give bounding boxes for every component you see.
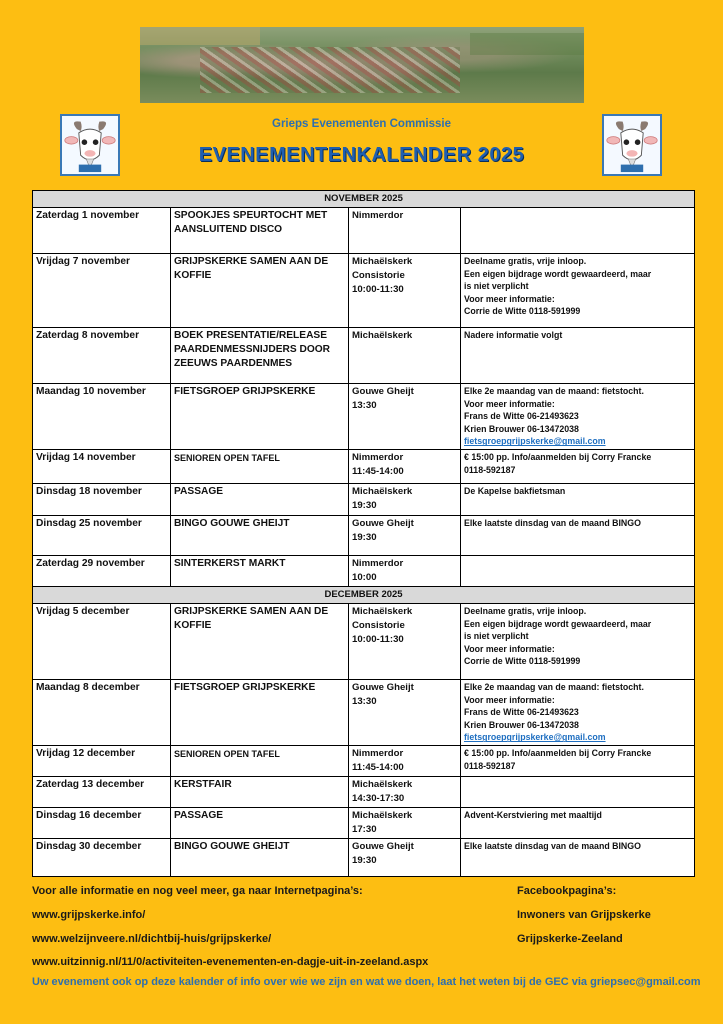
facebook-page-link[interactable]: Grijpskerke-Zeeland <box>517 933 623 945</box>
location-line: Nimmerdor <box>352 451 404 463</box>
event-location <box>349 208 461 254</box>
event-name: KERSTFAIR <box>171 776 349 807</box>
event-location <box>349 838 461 876</box>
event-name: SPOOKJES SPEURTOCHT MET AANSLUITEND DISCO <box>171 208 349 254</box>
footer-note-text: Uw evenement ook op deze kalender of info over wie we zijn en wat we doen, laat het weten bij de GEC via <box>32 976 588 988</box>
month-header: DECEMBER 2025 <box>33 586 695 603</box>
event-row <box>33 555 695 586</box>
location-line: Michaëlskerk <box>352 330 413 341</box>
location-line: 14:30-17:30 <box>352 792 405 804</box>
info-line: Elke 2e maandag van de maand: fietstocht. <box>464 681 644 692</box>
event-name: FIETSGROEP GRIJPSKERKE <box>171 679 349 745</box>
page-title: EVENEMENTENKALENDER 2025 <box>198 144 525 166</box>
location-line: Michaëlskerk <box>352 256 413 267</box>
footer-link[interactable]: www.welzijnveere.nl/dichtbij-huis/grijpskerke/ <box>32 933 272 945</box>
location-line: Gouwe Gheijt <box>352 386 414 397</box>
event-name: BOEK PRESENTATIE/RELEASE PAARDENMESSNIJDERS DOOR ZEEUWS PAARDENMES <box>171 328 349 384</box>
event-name: GRIJPSKERKE SAMEN AAN DE KOFFIE <box>171 254 349 328</box>
email-link[interactable]: fietsgroepgrijpskerke@gmail.com <box>464 732 606 743</box>
info-line: Advent-Kerstviering met maaltijd <box>464 809 602 820</box>
info-line: Voor meer informatie: <box>464 398 555 409</box>
location-line: Consistorie <box>352 270 405 281</box>
info-line: is niet verplicht <box>464 281 529 292</box>
event-location <box>349 679 461 745</box>
info-line: 0118-592187 <box>464 760 516 771</box>
location-line: 10:00-11:30 <box>352 633 404 645</box>
event-date: Zaterdag 29 november <box>33 555 171 586</box>
event-date: Maandag 8 december <box>33 679 171 745</box>
event-name: SINTERKERST MARKT <box>171 555 349 586</box>
info-line: is niet verplicht <box>464 631 529 642</box>
month-header: NOVEMBER 2025 <box>33 191 695 208</box>
event-row <box>33 679 695 745</box>
event-date: Vrijdag 5 december <box>33 603 171 679</box>
event-date: Dinsdag 18 november <box>33 483 171 515</box>
location-line: 19:30 <box>352 854 377 866</box>
event-info <box>461 807 695 838</box>
info-line: Nadere informatie volgt <box>464 330 563 340</box>
event-location <box>349 384 461 450</box>
event-location <box>349 483 461 515</box>
event-row <box>33 807 695 838</box>
event-name: BINGO GOUWE GHEIJT <box>171 515 349 555</box>
event-location <box>349 603 461 679</box>
footer-link[interactable]: www.grijpskerke.info/ <box>32 909 146 921</box>
location-line: 11:45-14:00 <box>352 761 404 773</box>
event-row <box>33 208 695 254</box>
location-line: Michaëlskerk <box>352 778 413 790</box>
event-name: BINGO GOUWE GHEIJT <box>171 838 349 876</box>
info-line: € 15:00 pp. Info/aanmelden bij Corry Francke <box>464 747 652 758</box>
location-line: 17:30 <box>352 823 377 835</box>
footer-note <box>32 976 700 988</box>
event-location <box>349 449 461 483</box>
info-line: Krien Brouwer 06-13472038 <box>464 719 579 730</box>
event-row <box>33 776 695 807</box>
event-name: FIETSGROEP GRIJPSKERKE <box>171 384 349 450</box>
info-line: Deelname gratis, vrije inloop. <box>464 605 587 616</box>
location-line: Gouwe Gheijt <box>352 517 414 529</box>
event-date: Dinsdag 25 november <box>33 515 171 555</box>
event-date: Dinsdag 16 december <box>33 807 171 838</box>
info-line: Corrie de Witte 0118-591999 <box>464 656 581 667</box>
info-line: 0118-592187 <box>464 464 516 475</box>
location-line: 10:00-11:30 <box>352 284 404 295</box>
event-date: Maandag 10 november <box>33 384 171 450</box>
event-location <box>349 555 461 586</box>
event-name: GRIJPSKERKE SAMEN AAN DE KOFFIE <box>171 603 349 679</box>
event-row <box>33 449 695 483</box>
info-line: Voor meer informatie: <box>464 643 555 654</box>
info-line: Deelname gratis, vrije inloop. <box>464 256 587 266</box>
info-line: Krien Brouwer 06-13472038 <box>464 423 579 434</box>
event-date: Zaterdag 1 november <box>33 208 171 254</box>
event-date: Vrijdag 12 december <box>33 745 171 776</box>
location-line: Consistorie <box>352 619 405 631</box>
event-row <box>33 745 695 776</box>
event-info <box>461 603 695 679</box>
event-name: PASSAGE <box>171 807 349 838</box>
event-date: Zaterdag 8 november <box>33 328 171 384</box>
info-line: Voor meer informatie: <box>464 694 555 705</box>
event-row <box>33 328 695 384</box>
info-line: Corrie de Witte 0118-591999 <box>464 306 581 317</box>
facebook-page-link[interactable]: Inwoners van Grijpskerke <box>517 909 651 921</box>
info-line: Een eigen bijdrage wordt gewaardeerd, maar <box>464 618 652 629</box>
info-line: Elke laatste dinsdag van de maand BINGO <box>464 517 641 528</box>
event-date: Dinsdag 30 december <box>33 838 171 876</box>
event-info <box>461 483 695 515</box>
event-location <box>349 776 461 807</box>
event-location <box>349 328 461 384</box>
info-line: € 15:00 pp. Info/aanmelden bij Corry Francke <box>464 451 652 462</box>
event-row <box>33 254 695 328</box>
footer-intro: Voor alle informatie en nog veel meer, ga naar Internetpagina’s: <box>32 885 363 897</box>
info-line: Elke laatste dinsdag van de maand BINGO <box>464 840 641 851</box>
event-date: Zaterdag 13 december <box>33 776 171 807</box>
info-line: Frans de Witte 06-21493623 <box>464 707 579 718</box>
location-line: 10:00 <box>352 571 377 583</box>
event-row <box>33 838 695 876</box>
location-line: Michaëlskerk <box>352 485 413 497</box>
location-line: Michaëlskerk <box>352 605 413 617</box>
event-info <box>461 555 695 586</box>
event-date: Vrijdag 7 november <box>33 254 171 328</box>
location-line: Gouwe Gheijt <box>352 681 414 693</box>
info-line: Voor meer informatie: <box>464 293 555 304</box>
event-name: SENIOREN OPEN TAFEL <box>171 745 349 776</box>
event-row <box>33 603 695 679</box>
event-info <box>461 328 695 384</box>
location-line: 11:45-14:00 <box>352 465 404 477</box>
event-info <box>461 254 695 328</box>
location-line: Nimmerdor <box>352 210 404 221</box>
footer-link[interactable]: www.uitzinnig.nl/11/0/activiteiten-evenementen-en-dagje-uit-in-zeeland.aspx <box>32 956 429 968</box>
email-link[interactable]: fietsgroepgrijpskerke@gmail.com <box>464 436 606 447</box>
organization-name: Grieps Evenementen Commissie <box>272 118 451 130</box>
info-line: Een eigen bijdrage wordt gewaardeerd, maar <box>464 268 652 279</box>
info-line: Frans de Witte 06-21493623 <box>464 411 579 422</box>
info-line: Elke 2e maandag van de maand: fietstocht. <box>464 386 644 396</box>
event-location <box>349 515 461 555</box>
event-row <box>33 384 695 450</box>
month-header-row <box>33 191 695 208</box>
month-header-row <box>33 586 695 603</box>
location-line: 13:30 <box>352 400 377 411</box>
event-info <box>461 745 695 776</box>
info-line: De Kapelse bakfietsman <box>464 485 566 496</box>
event-info <box>461 449 695 483</box>
event-name: PASSAGE <box>171 483 349 515</box>
event-info <box>461 679 695 745</box>
event-name: SENIOREN OPEN TAFEL <box>171 449 349 483</box>
event-date: Vrijdag 14 november <box>33 449 171 483</box>
contact-email-link[interactable]: griepsec@gmail.com <box>590 976 701 988</box>
event-info <box>461 208 695 254</box>
event-info <box>461 838 695 876</box>
event-calendar-table <box>32 190 695 877</box>
location-line: Nimmerdor <box>352 557 404 569</box>
event-location <box>349 745 461 776</box>
location-line: 19:30 <box>352 531 377 543</box>
event-location <box>349 807 461 838</box>
facebook-heading: Facebookpagina’s: <box>517 885 617 897</box>
location-line: Nimmerdor <box>352 747 404 759</box>
village-aerial-photo <box>140 27 584 103</box>
event-location <box>349 254 461 328</box>
location-line: 19:30 <box>352 499 377 511</box>
event-row <box>33 483 695 515</box>
event-info <box>461 384 695 450</box>
event-row <box>33 515 695 555</box>
location-line: Gouwe Gheijt <box>352 840 414 852</box>
event-info <box>461 515 695 555</box>
location-line: 13:30 <box>352 695 377 707</box>
location-line: Michaëlskerk <box>352 809 413 821</box>
event-info <box>461 776 695 807</box>
